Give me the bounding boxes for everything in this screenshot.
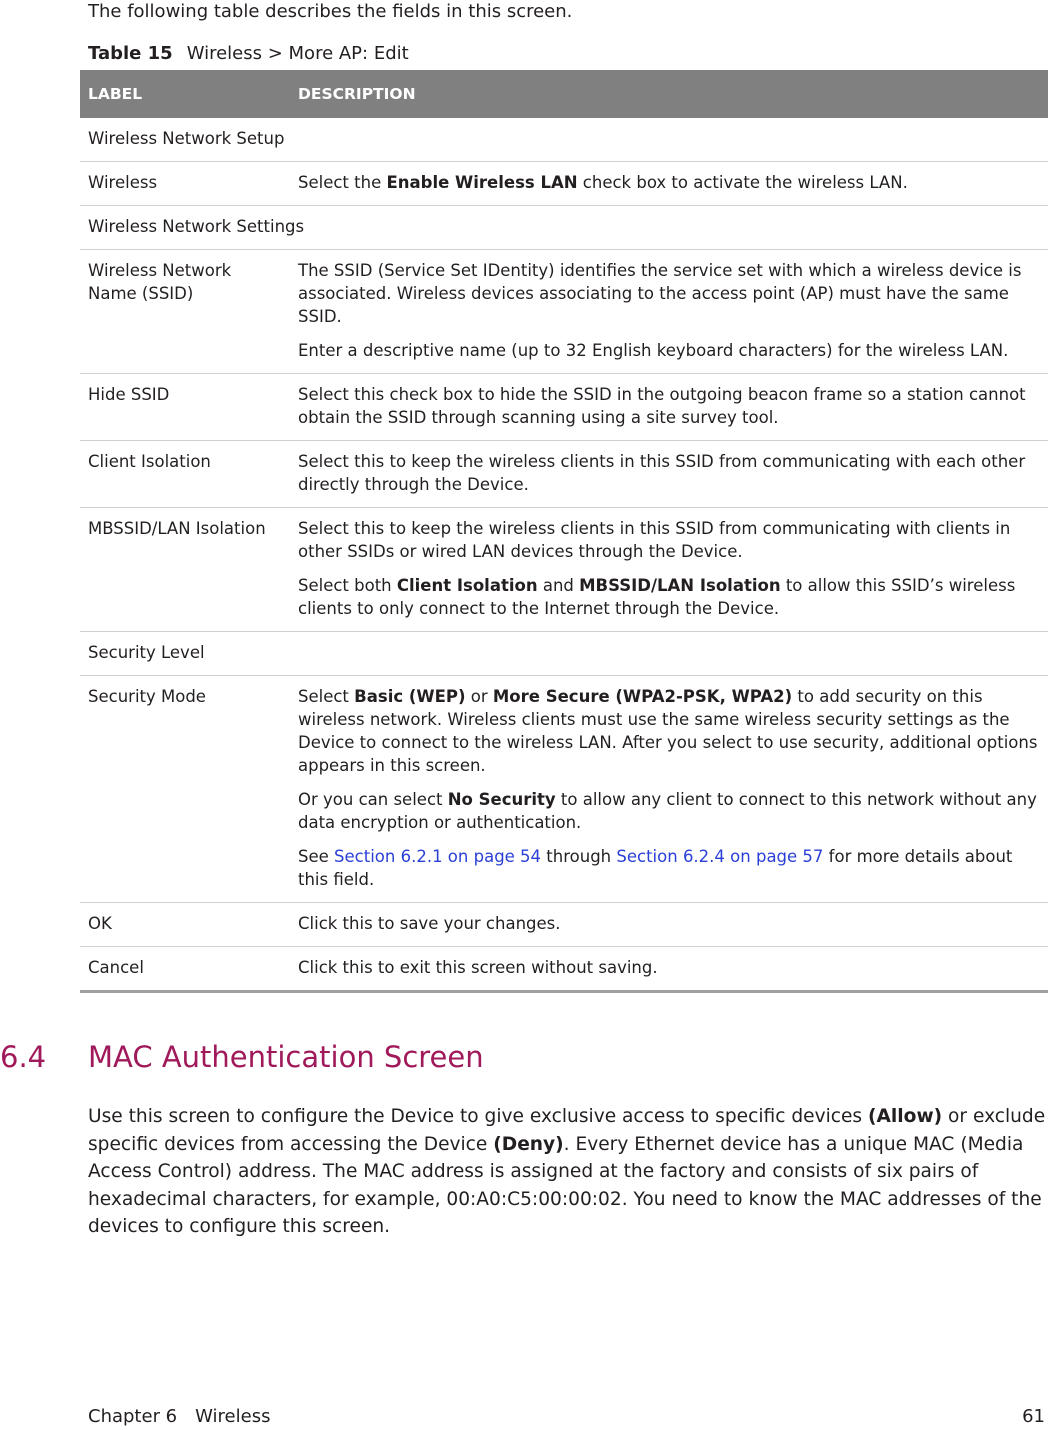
description-cell: The SSID (Service Set IDentity) identifies the service set with which a wireless device is associated. Wireless devices associating to the access point (AP) must have the same SSID. Enter a descriptive name (up to 32 English keyboard characters) for the wireless LAN. (290, 250, 1048, 374)
table-caption (88, 42, 409, 66)
page-number: 61 (1022, 1406, 1045, 1427)
page-footer-chapter: Chapter 6 Wireless (88, 1406, 271, 1427)
description-cell: Select this to keep the wireless clients in this SSID from communicating with clients in other SSIDs or wired LAN devices through the Device. Select both Client Isolation and MBSSID/LAN Isolation to allow this SSID’s wireless clients to only connect to the Internet through the Device. (290, 508, 1048, 632)
header-label: LABEL (80, 70, 290, 118)
field-description-table (80, 70, 1048, 993)
table-section-row (80, 206, 1048, 250)
label-cell: Cancel (80, 947, 290, 992)
section-heading: MAC Authentication Screen (88, 1040, 484, 1074)
section-cell: Wireless Network Settings (80, 206, 1048, 250)
label-cell: Hide SSID (80, 374, 290, 441)
table-row (80, 947, 1048, 992)
description-cell: Select the Enable Wireless LAN check box to activate the wireless LAN. (290, 162, 1048, 206)
table-row (80, 250, 1048, 374)
table-row (80, 162, 1048, 206)
label-cell: Wireless (80, 162, 290, 206)
section-number: 6.4 (0, 1040, 47, 1074)
table-row (80, 441, 1048, 508)
description-cell: Select this check box to hide the SSID in the outgoing beacon frame so a station cannot obtain the SSID through scanning using a site survey tool. (290, 374, 1048, 441)
section-6-2-4-link[interactable]: Section 6.2.4 on page 57 (616, 847, 824, 866)
table-row (80, 903, 1048, 947)
intro-text: The following table describes the fields in this screen. (88, 1, 573, 22)
table-row (80, 676, 1048, 903)
description-cell: Select this to keep the wireless clients in this SSID from communicating with each other directly through the Device. (290, 441, 1048, 508)
table-caption-text: Wireless > More AP: Edit (186, 43, 409, 64)
header-description: DESCRIPTION (290, 70, 1048, 118)
section-cell: Wireless Network Setup (80, 118, 1048, 162)
label-cell: OK (80, 903, 290, 947)
table-caption-label: Table 15 (88, 43, 173, 64)
label-cell: Client Isolation (80, 441, 290, 508)
description-cell: Click this to exit this screen without saving. (290, 947, 1048, 992)
section-6-2-1-link[interactable]: Section 6.2.1 on page 54 (334, 847, 542, 866)
table-row (80, 374, 1048, 441)
table-row (80, 508, 1048, 632)
description-cell: Click this to save your changes. (290, 903, 1048, 947)
label-cell: Wireless Network Name (SSID) (80, 250, 290, 374)
section-cell: Security Level (80, 632, 1048, 676)
label-cell: MBSSID/LAN Isolation (80, 508, 290, 632)
table-section-row (80, 118, 1048, 162)
description-cell: Select Basic (WEP) or More Secure (WPA2-PSK, WPA2) to add security on this wireless network. Wireless clients must use the same wireless security settings as the Device to connect to the wireless LAN. After you select to use security, additional options appears in this screen. Or you can select No Security to allow any client to connect to this network without any data encryption or authentication. See Section 6.2.1 on page 54 through Section 6.2.4 on page 57 for more details about this field. (290, 676, 1048, 903)
section-paragraph: Use this screen to configure the Device to give exclusive access to specific devices (Allow) or exclude specific devices from accessing the Device (Deny). Every Ethernet device has a unique MAC (Media Access Control) address. The MAC address is assigned at the factory and consists of six pairs of hexadecimal characters, for example, 00:A0:C5:00:00:02. You need to know the MAC addresses of the devices to configure this screen. (88, 1106, 1046, 1237)
table-section-row (80, 632, 1048, 676)
label-cell: Security Mode (80, 676, 290, 903)
table-header-row (80, 70, 1048, 118)
